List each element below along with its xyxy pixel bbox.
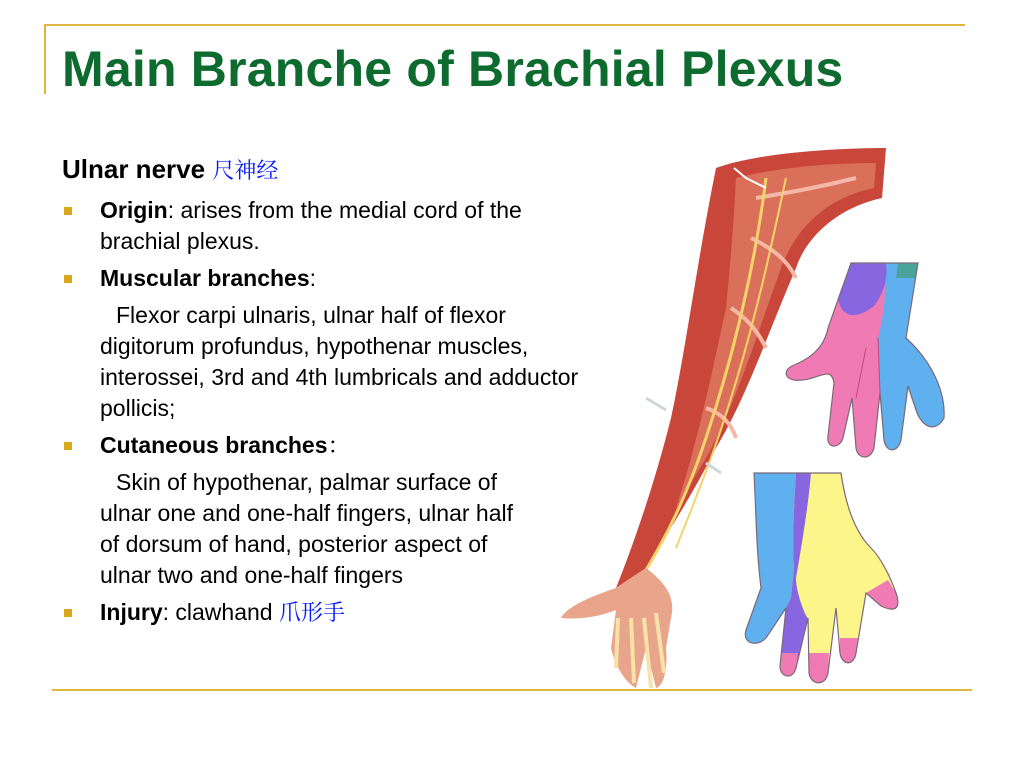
slide-body [62,154,592,635]
palmar-hand-innervation-diagram [786,263,944,457]
bullet-square [64,442,72,450]
injury-chinese: 爪形手 [278,601,345,626]
bullet-cutaneous [62,430,592,461]
injury-text: : clawhand [162,599,273,625]
left-accent-line [44,24,46,94]
bullet-origin [62,195,592,257]
section-heading [62,154,592,187]
muscular-colon: : [309,265,317,291]
ulnar-nerve-illustration [556,148,956,696]
heading-text: Ulnar nerve [62,154,206,184]
muscular-detail [62,300,592,424]
cutaneous-text: Skin of hypothenar, palmar surface of ulnar one and one-half fingers, ulnar half of dorsum of hand, posterior aspect of ulnar two and one-half fingers [100,469,514,588]
bullet-square [64,275,72,283]
heading-chinese: 尺神经 [212,159,279,184]
slide-title: Main Branche of Brachial Plexus [62,41,844,97]
injury-label: Injury [100,599,163,625]
origin-text: : arises from the medial cord of the brachial plexus. [100,197,522,254]
dorsal-hand-innervation-diagram [745,473,898,683]
origin-label: Origin [100,197,168,223]
cutaneous-label: Cutaneous branches [100,432,328,458]
bullet-square [64,207,72,215]
muscular-label: Muscular branches [100,265,310,291]
bullet-muscular [62,263,592,294]
cutaneous-detail [62,467,592,591]
muscular-text: Flexor carpi ulnaris, ulnar half of flexor digitorum profundus, hypothenar muscles, interossei, 3rd and 4th lumbricals and adductor pollicis; [100,302,579,421]
top-accent-line [44,24,965,26]
cutaneous-colon: ： [327,432,351,458]
bullet-square [64,609,72,617]
bullet-injury [62,597,592,629]
